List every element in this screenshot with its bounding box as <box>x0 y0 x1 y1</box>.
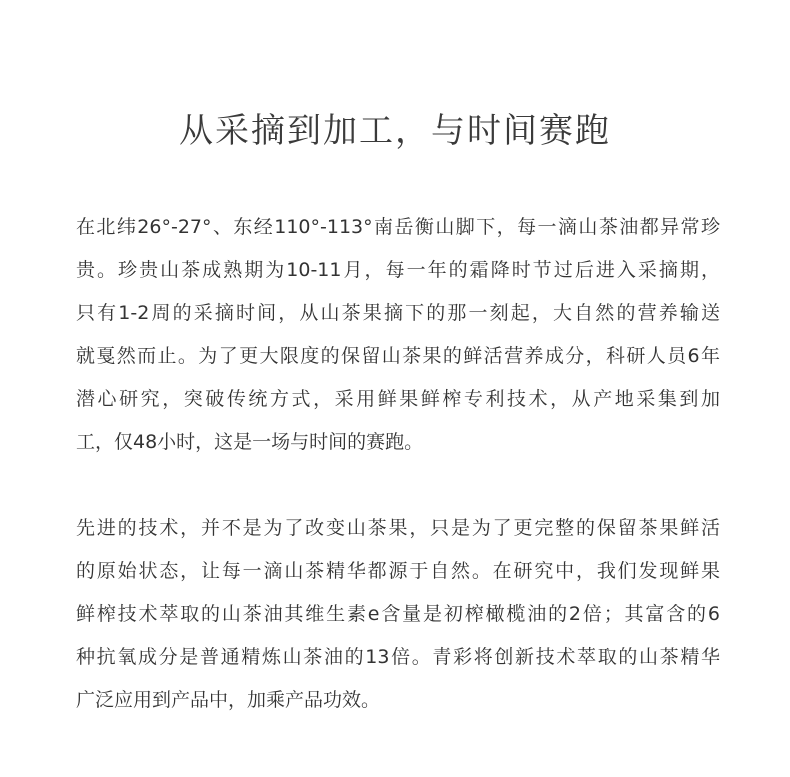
paragraph-line: 的原始状态，让每一滴山茶精华都源于自然。在研究中，我们发现鲜果 <box>76 560 720 582</box>
paragraph-line: 鲜榨技术萃取的山茶油其维生素e含量是初榨橄榄油的2倍；其富含的6 <box>76 603 720 625</box>
paragraph-harvest <box>76 206 720 464</box>
paragraph-line: 潜心研究，突破传统方式，采用鲜果鲜榨专利技术，从产地采集到加 <box>76 388 720 410</box>
paragraph-line: 工，仅48小时，这是一场与时间的赛跑。 <box>76 431 424 453</box>
paragraph-technology <box>76 507 720 722</box>
paragraph-line: 种抗氧成分是普通精炼山茶油的13倍。青彩将创新技术萃取的山茶精华 <box>76 646 720 668</box>
paragraph-line: 就戛然而止。为了更大限度的保留山茶果的鲜活营养成分，科研人员6年 <box>76 345 720 367</box>
page-title: 从采摘到加工，与时间赛跑 <box>179 111 611 151</box>
paragraph-line: 在北纬26°-27°、东经110°-113°南岳衡山脚下，每一滴山茶油都异常珍 <box>76 216 720 238</box>
paragraph-line: 广泛应用到产品中，加乘产品功效。 <box>76 689 381 711</box>
paragraph-line: 贵。珍贵山茶成熟期为10-11月，每一年的霜降时节过后进入采摘期， <box>76 259 720 281</box>
paragraph-line: 只有1-2周的采摘时间，从山茶果摘下的那一刻起，大自然的营养输送 <box>76 302 720 324</box>
paragraph-line: 先进的技术，并不是为了改变山茶果，只是为了更完整的保留茶果鲜活 <box>76 517 720 539</box>
